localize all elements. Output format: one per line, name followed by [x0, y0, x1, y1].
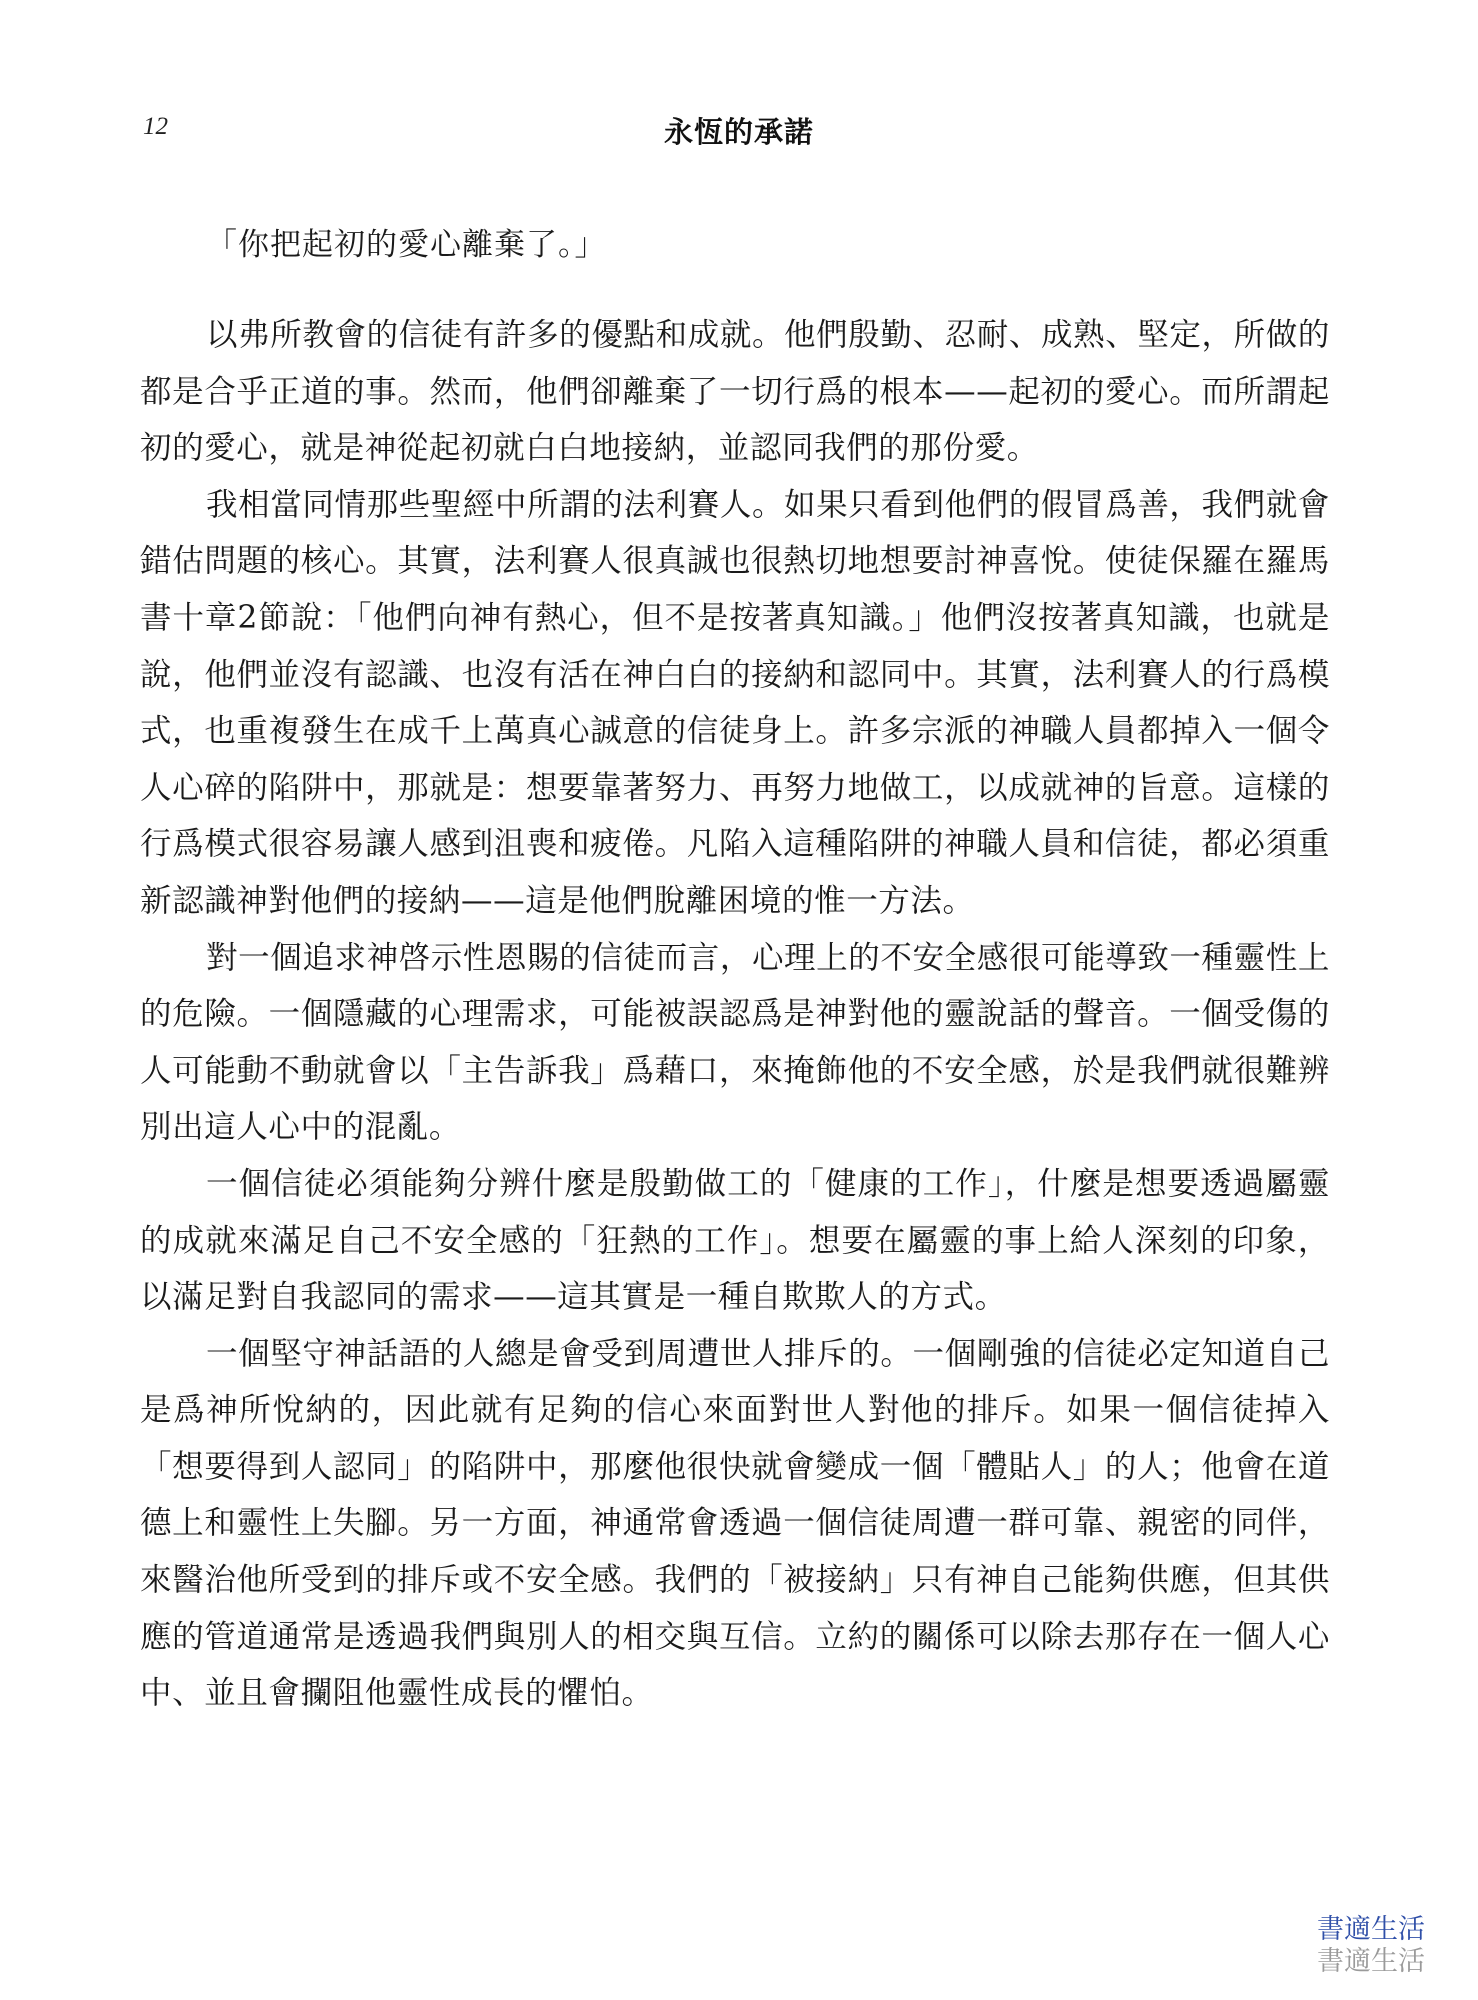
- watermark-line-1: 書適生活: [1317, 1914, 1425, 1945]
- watermark-line-2: 書適生活: [1317, 1946, 1425, 1977]
- watermark: [1317, 1914, 1425, 1978]
- epigraph-quote: 「你把起初的愛心離棄了。」: [206, 227, 607, 263]
- paragraph-3: 對一個追求神啓示性恩賜的信徒而言，心理上的不安全感很可能導致一種靈性上的危險。一個隱藏的心理需求，可能被誤認爲是神對他的靈說話的聲音。一個受傷的人可能動不動就會以「主告訴我」爲藉口，來掩飾他的不安全感，於是我們就很難辨別出這人心中的混亂。: [140, 939, 1330, 1146]
- body-text: [140, 215, 1330, 1722]
- paragraph-1: 以弗所教會的信徒有許多的優點和成就。他們殷勤、忍耐、成熟、堅定，所做的都是合乎正道的事。然而，他們卻離棄了一切行爲的根本——起初的愛心。而所謂起初的愛心，就是神從起初就白白地接納，並認同我們的那份愛。: [140, 317, 1330, 467]
- paragraph-5: 一個堅守神話語的人總是會受到周遭世人排斥的。一個剛強的信徒必定知道自己是爲神所悅納的，因此就有足夠的信心來面對世人對他的排斥。如果一個信徒掉入「想要得到人認同」的陷阱中，那麼他很快就會變成一個「體貼人」的人；他會在道德上和靈性上失腳。另一方面，神通常會透過一個信徒周遭一群可靠、親密的同伴，來醫治他所受到的排斥或不安全感。我們的「被接納」只有神自己能夠供應，但其供應的管道通常是透過我們與別人的相交與互信。立約的關係可以除去那存在一個人心中、並且會攔阻他靈性成長的懼怕。: [140, 1335, 1330, 1712]
- paragraph-2: 我相當同情那些聖經中所謂的法利賽人。如果只看到他們的假冒爲善，我們就會錯估問題的核心。其實，法利賽人很真誠也很熱切地想要討神喜悅。使徒保羅在羅馬書十章2節說：「他們向神有熱心，但不是按著真知識。」他們沒按著真知識，也就是說，他們並沒有認識、也沒有活在神白白的接納和認同中。其實，法利賽人的行爲模式，也重複發生在成千上萬真心誠意的信徒身上。許多宗派的神職人員都掉入一個令人心碎的陷阱中，那就是：想要靠著努力、再努力地做工，以成就神的旨意。這樣的行爲模式很容易讓人感到沮喪和疲倦。凡陷入這種陷阱的神職人員和信徒，都必須重新認識神對他們的接納——這是他們脫離困境的惟一方法。: [140, 486, 1330, 919]
- paragraph-4: 一個信徒必須能夠分辨什麼是殷勤做工的「健康的工作」，什麼是想要透過屬靈的成就來滿足自己不安全感的「狂熱的工作」。想要在屬靈的事上給人深刻的印象，以滿足對自我認同的需求——這其實是一種自欺欺人的方式。: [140, 1165, 1330, 1316]
- page-number: 12: [143, 113, 168, 140]
- running-title: 永恆的承諾: [663, 115, 814, 149]
